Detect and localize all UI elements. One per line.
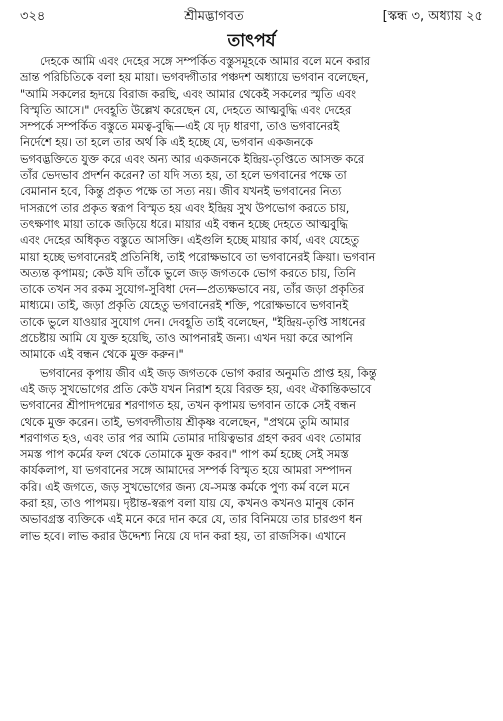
running-header	[20, 8, 483, 26]
text-line: সম্পর্কে সম্পর্কিত বস্তুতে মমত্ব-বুদ্ধি—এই যে দৃঢ় ধারণা, তাও ভগবানেরই	[20, 120, 340, 134]
text-line: করা হয়, তাও পাপময়। দৃষ্টান্ত-স্বরূপ বলা যায় যে, কখনও কখনও মানুষ কোন	[20, 497, 355, 511]
paragraph	[20, 366, 483, 545]
text-line: তাকে তখন সব রকম সুযোগ-সুবিধা দেন—প্রত্যক্ষভাবে নয়, তাঁর জড়া প্রকৃতির	[20, 283, 365, 297]
text-line: তাঁর ভেদভাব প্রদর্শন করেন? তা যদি সত্য হয়, তা হলে ভগবানের পক্ষে তা	[20, 169, 347, 183]
page-number: ৩২৪	[20, 9, 46, 24]
text-line: করি। এই জগতে, জড় সুখভোগের জন্য যে-সমস্ত কর্মকে পুণ্য কর্ম বলে মনে	[20, 480, 350, 494]
text-line: ভগবানের কৃপায় জীব এই জড় জগতকে ভোগ করার অনুমতি প্রাপ্ত হয়, কিন্তু	[40, 366, 377, 380]
text-line: ভ্রান্ত পরিচিতিকে বলা হয় মায়া। ভগবদ্গীতার পঞ্চদশ অধ্যায়ে ভগবান বলেছেন,	[20, 71, 369, 85]
text-line: আমাকে এই বন্ধন থেকে মুক্ত করুন।"	[20, 348, 184, 362]
text-line: দাসরূপে তার প্রকৃত স্বরূপ বিস্মৃত হয় এবং ইন্দ্রিয় সুখ উপভোগ করতে চায়,	[20, 201, 350, 215]
section-heading: তাৎপর্য	[227, 31, 276, 51]
text-line: নির্দেশে হয়। তা হলে তার অর্থ কি এই হচ্ছে যে, ভগবান একজনকে	[20, 136, 313, 150]
text-line: প্রচেষ্টায় আমি যে যুক্ত হয়েছি, তাও আপনারই জন্য। এখন দয়া করে আপনি	[20, 332, 353, 346]
section-label: [স্কন্ধ ৩, অধ্যায় ২৫	[382, 9, 483, 24]
book-title: শ্রীমদ্ভাগবত	[184, 9, 244, 24]
text-line: মাধ্যমে। তাই, জড়া প্রকৃতি যেহেতু ভগবানেরই শক্তি, পরোক্ষভাবে ভগবানই	[20, 299, 349, 313]
text-line: বিস্মৃতি আসে।" দেবহূতি উল্লেখ করেছেন যে, দেহতে আত্মবুদ্ধি এবং দেহের	[20, 103, 352, 117]
text-line: সমস্ত পাপ কর্মের ফল থেকে তোমাকে মুক্ত করব।" পাপ কর্ম হচ্ছে সেই সমস্ত	[20, 448, 349, 462]
text-line: "আমি সকলের হৃদয়ে বিরাজ করছি, এবং আমার থেকেই সকলের স্মৃতি এবং	[20, 87, 356, 101]
body-text	[20, 54, 483, 545]
text-line: থেকে মুক্ত করেন। তাই, ভগবদ্গীতায় শ্রীকৃষ্ণ বলেছেন, "প্রথমে তুমি আমার	[20, 415, 350, 429]
text-line: কার্যকলাপ, যা ভগবানের সঙ্গে আমাদের সম্পর্ক বিস্মৃত হয়ে আমরা সম্পাদন	[20, 464, 352, 478]
text-line: শরণাগত হও, এবং তার পর আমি তোমার দায়িত্বভার গ্রহণ করব এবং তোমার	[20, 431, 362, 445]
text-line: দেহকে আমি এবং দেহের সঙ্গে সম্পর্কিত বস্তুসমূহকে আমার বলে মনে করার	[40, 55, 370, 68]
text-line: এই জড় সুখভোগের প্রতি কেউ যখন নিরাশ হয়ে বিরক্ত হয়, এবং ঐকান্তিকভাবে	[20, 382, 372, 396]
text-line: লাভ হবে। লাভ করার উদ্দেশ্য নিয়ে যে দান করা হয়, তা রাজসিক। এখানে	[20, 529, 346, 543]
text-line: বেমানান হবে, কিন্তু প্রকৃত পক্ষে তা সত্য নয়। জীব যখনই ভগবানের নিত্য	[20, 185, 342, 199]
paragraph	[20, 54, 483, 364]
text-line: তৎক্ষণাৎ মায়া তাকে জড়িয়ে ধরে। মায়ার এই বন্ধন হচ্ছে দেহতে আত্মবুদ্ধি	[20, 217, 348, 231]
text-line: অভাবগ্রস্ত ব্যক্তিকে এই মনে করে দান করে যে, তার বিনিময়ে তার চারগুণ ধন	[20, 513, 363, 527]
text-line: এবং দেহের অধিকৃত বস্তুতে আসক্তি। এইগুলি হচ্ছে মায়ার কার্য, এবং যেহেতু	[20, 234, 359, 248]
text-line: তাকে ভুলে যাওয়ার সুযোগ দেন। দেবহূতি তাই বলেছেন, "ইন্দ্রিয়-তৃপ্তি সাধনের	[20, 315, 366, 329]
text-line: ভগবদ্ভক্তিতে যুক্ত করে এবং অন্য আর একজনকে ইন্দ্রিয়-তৃপ্তিতে আসক্ত করে	[20, 152, 365, 166]
text-line: মায়া হচ্ছে ভগবানেরই প্রতিনিধি, তাই পরোক্ষভাবে তা ভগবানেরই ক্রিয়া। ভগবান	[20, 250, 376, 264]
text-line: অত্যন্ত কৃপাময়; কেউ যদি তাঁকে ভুলে জড় জগতকে ভোগ করতে চায়, তিনি	[20, 266, 356, 280]
text-line: ভগবানের শ্রীপাদপদ্মের শরণাগত হয়, তখন কৃপাময় ভগবান তাকে সেই বন্ধন	[20, 399, 356, 413]
